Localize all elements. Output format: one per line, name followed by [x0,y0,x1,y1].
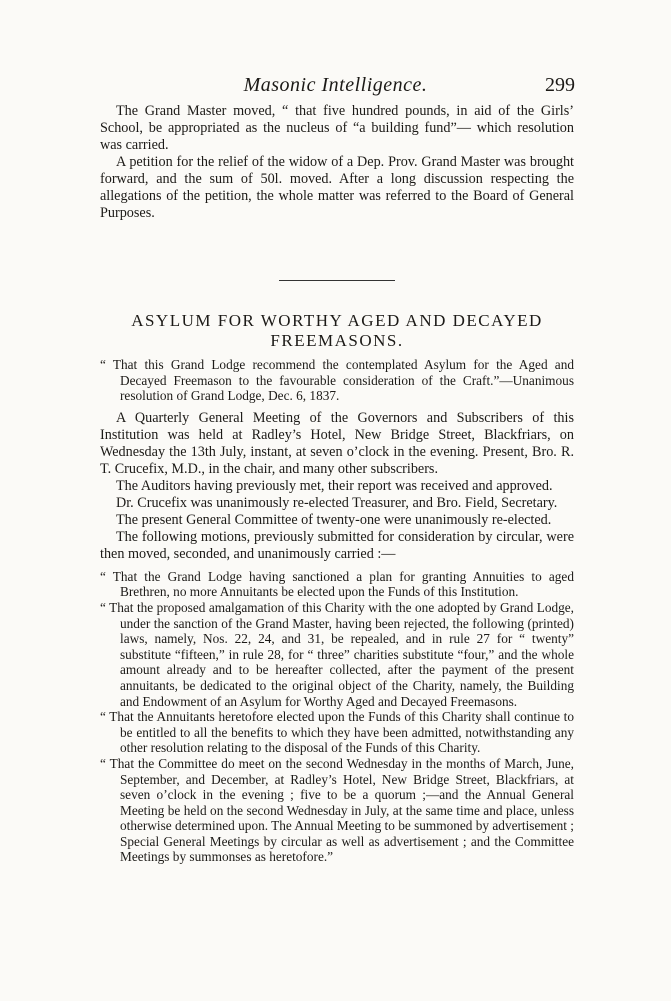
treasurer-paragraph: Dr. Crucefix was unanimously re-elected Treasurer, and Bro. Field, Secretary. [116,494,558,511]
quarterly-meeting-paragraph: A Quarterly General Meeting of the Governors and Subscribers of this Institution was held at Radley’s Hotel, New Bridge Street, Blackfriars, on Wednesday the 13th July, instant, at seven o’clock in the evening. Present, Bro. R. T. Crucefix, M.D., in the chair, and many other subscribers. [100,409,574,477]
motions-paragraph: The following motions, previously submitted for consideration by circular, were then moved, seconded, and unanimously carried :— [100,528,574,562]
asylum-heading [100,311,574,351]
page-number: 299 [545,74,575,96]
page-body [100,103,574,865]
section-divider [279,280,395,281]
running-title: Masonic Intelligence. [243,74,428,96]
resolution-annuitants: “ That the Annuitants heretofore elected upon the Funds of this Charity shall continue to be entitled to all the benefits to which they have been admitted, notwithstanding any other resolution relating to the disposal of the Funds of this Charity. [100,709,574,756]
widow-petition-paragraph: A petition for the relief of the widow of a Dep. Prov. Grand Master was brought forward, and the sum of 50l. moved. After a long discussion respecting the allegations of the petition, the whole matter was referred to the Board of General Purposes. [100,154,574,221]
asylum-heading-line-2: FREEMASONS. [270,331,404,350]
asylum-heading-line-1: ASYLUM FOR WORTHY AGED AND DECAYED [131,311,543,330]
committee-paragraph: The present General Committee of twenty-one were unanimously re-elected. [116,511,552,528]
grand-master-motion-paragraph: The Grand Master moved, “ that five hundred pounds, in aid of the Girls’ School, be appropriated as the nucleus of “a building fund”— which resolution was carried. [100,103,574,153]
resolution-annuities: “ That the Grand Lodge having sanctioned a plan for granting Annuities to aged Brethren, no more Annuitants be elected upon the Funds of this Institution. [100,568,574,600]
auditors-paragraph: The Auditors having previously met, their report was received and approved. [116,477,553,494]
resolution-amalgamation: “ That the proposed amalgamation of this Charity with the one adopted by Grand Lodge, under the sanction of the Grand Master, having been rejected, the following (printed) laws, namely, Nos. 22, 24, and 31, be repealed, and in rule 27 for “ twenty” substitute “fifteen,” in rule 28, for “ three” charities substitute “four,” and the whole amount already and to be hereafter collected, after the payment of the present annuitants, be dedicated to the original object of the Charity, namely, the Building and Endowment of an Asylum for Worthy Aged and Decayed Freemasons. [100,599,574,709]
running-head [0,74,671,98]
resolution-committee-meetings: “ That the Committee do meet on the second Wednesday in the months of March, June, September, and December, at Radley’s Hotel, New Bridge Street, Blackfriars, at seven o’clock in the evening ; five to be a quorum ;—and the Annual General Meeting be held on the second Wednesday in July, at the same time and place, unless otherwise determined upon. The Annual Meeting to be summoned by advertisement ; Special General Meetings by circular as well as advertisement ; and the Committee Meetings by summonses as heretofore.” [100,755,574,865]
asylum-epigraph: “ That this Grand Lodge recommend the contemplated Asylum for the Aged and Decayed Freemason to the favourable consideration of the Craft.”—Unanimous resolution of Grand Lodge, Dec. 6, 1837. [100,357,574,404]
